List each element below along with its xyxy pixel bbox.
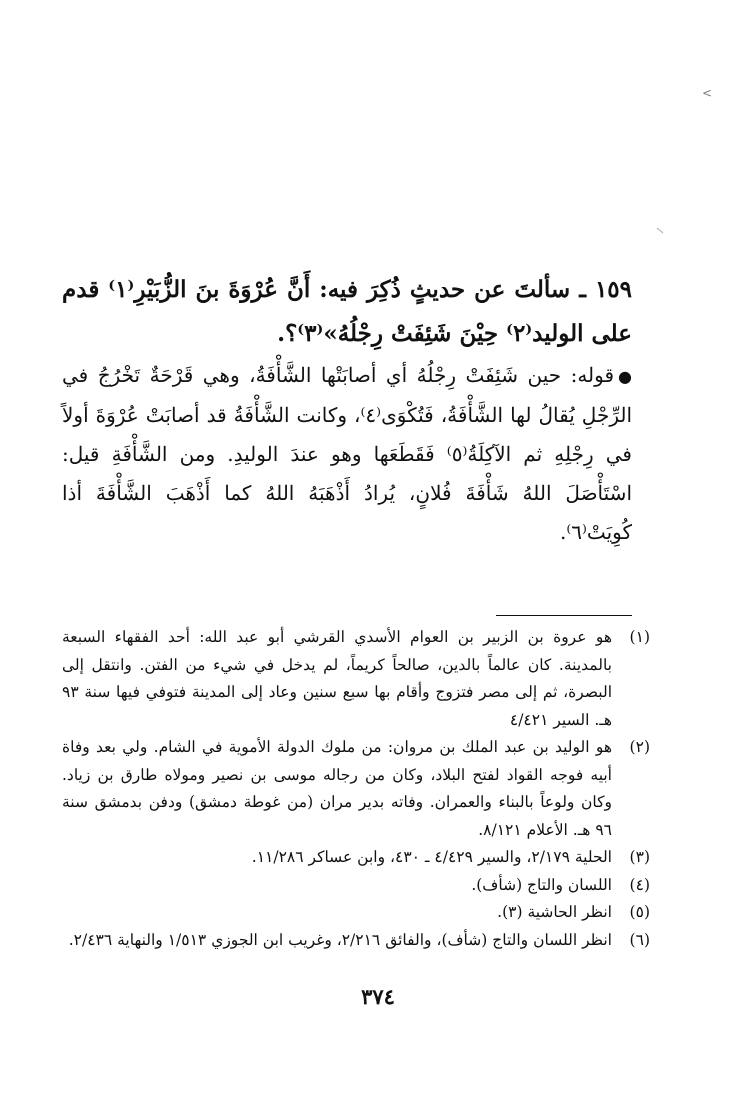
footnote	[62, 872, 650, 900]
footnote-text: هو عروة بن الزبير بن العوام الأسدي القرشي أبو عبد الله: أحد الفقهاء السبعة بالمدينة. كان عالماً بالدين، صالحاً كريماً، لم يدخل في شيء من الفتن. وانتقل إلى البصرة، ثم إلى مصر فتزوج وأقام بها سبع سنين وعاد إلى المدينة فتوفي فيها سنة ٩٣ هـ. السير ٤/٤٢١	[62, 628, 612, 729]
footnote-text: اللسان والتاج (شأف).	[471, 875, 612, 894]
margin-mark: <	[702, 86, 713, 100]
footnote	[62, 899, 650, 927]
footnote-number: (٦)	[629, 930, 650, 949]
margin-stroke	[657, 228, 664, 234]
entry-body-text: قوله: حين شَئِفَتْ رِجْلُهُ أي أصابَتْها الشَّأْفَةُ، وهي قَرْحَةٌ تَخْرُجُ في الرِّجْلِ يُقالُ لها الشَّأْفَةُ، فَتُكْوَى⁽٤⁾، وكانت الشَّأْفَةُ قد أصابَتْ عُرْوَةَ أولاً في رِجْلِهِ ثم الآكِلَةُ⁽٥⁾ فَقَطَعَها وهو عندَ الوليدِ. ومن الشَّأْفَةِ قيل: اسْتَأْصَلَ اللهُ شَأْفَةَ فُلانٍ، يُرادُ أَذْهَبَهُ اللهُ كما أَذْهَبَ الشَّأْفَةَ أذا كُوِيَتْ⁽٦⁾.	[62, 363, 632, 544]
footnote	[62, 624, 650, 734]
footnote-number: (٥)	[629, 903, 650, 921]
footnote-text: انظر الحاشية (٣).	[497, 903, 612, 921]
footnote	[62, 927, 650, 955]
footnote-text: انظر اللسان والتاج (شأف)، والفائق ٢/٢١٦، وغريب ابن الجوزي ١/٥١٣ والنهاية ٢/٤٣٦.	[68, 930, 612, 949]
footnote-number: (٤)	[629, 875, 650, 894]
entry-heading: ١٥٩ ـ سألتَ عن حديثٍ ذُكِرَ فيه: أَنَّ عُرْوَةَ بنَ الزُّبَيْرِ⁽١⁾ قدم على الوليد⁽٢⁾ حِيْنَ شَئِفَتْ رِجْلُهُ»⁽٣⁾؟.	[62, 276, 632, 347]
footnote-text: هو الوليد بن عبد الملك بن مروان: من ملوك الدولة الأموية في الشام. ولي بعد وفاة أبيه فوجه القواد لفتح البلاد، وكان من رجاله موسى بن نصير ومولاه طارق بن زياد. وكان ولوعاً بالبناء والعمران. وفاته بدير مران (من غوطة دمشق) ودفن بدمشق سنة ٩٦ هـ. الأعلام ٨/١٢١.	[62, 738, 612, 839]
entry-body	[62, 356, 632, 552]
bullet-icon: ●	[618, 367, 632, 386]
footnote	[62, 844, 650, 872]
footnote-text: الحلية ٢/١٧٩، والسير ٤/٤٢٩ ـ ٤٣٠، وابن عساكر ١١/٢٨٦.	[251, 848, 612, 866]
footnote	[62, 734, 650, 844]
footnote-number: (١)	[629, 628, 650, 646]
footnote-divider	[496, 615, 632, 616]
page-number: ٣٧٤	[361, 984, 395, 1009]
footnotes	[62, 624, 650, 954]
footnote-number: (٢)	[629, 738, 650, 756]
footnote-number: (٣)	[629, 848, 650, 866]
